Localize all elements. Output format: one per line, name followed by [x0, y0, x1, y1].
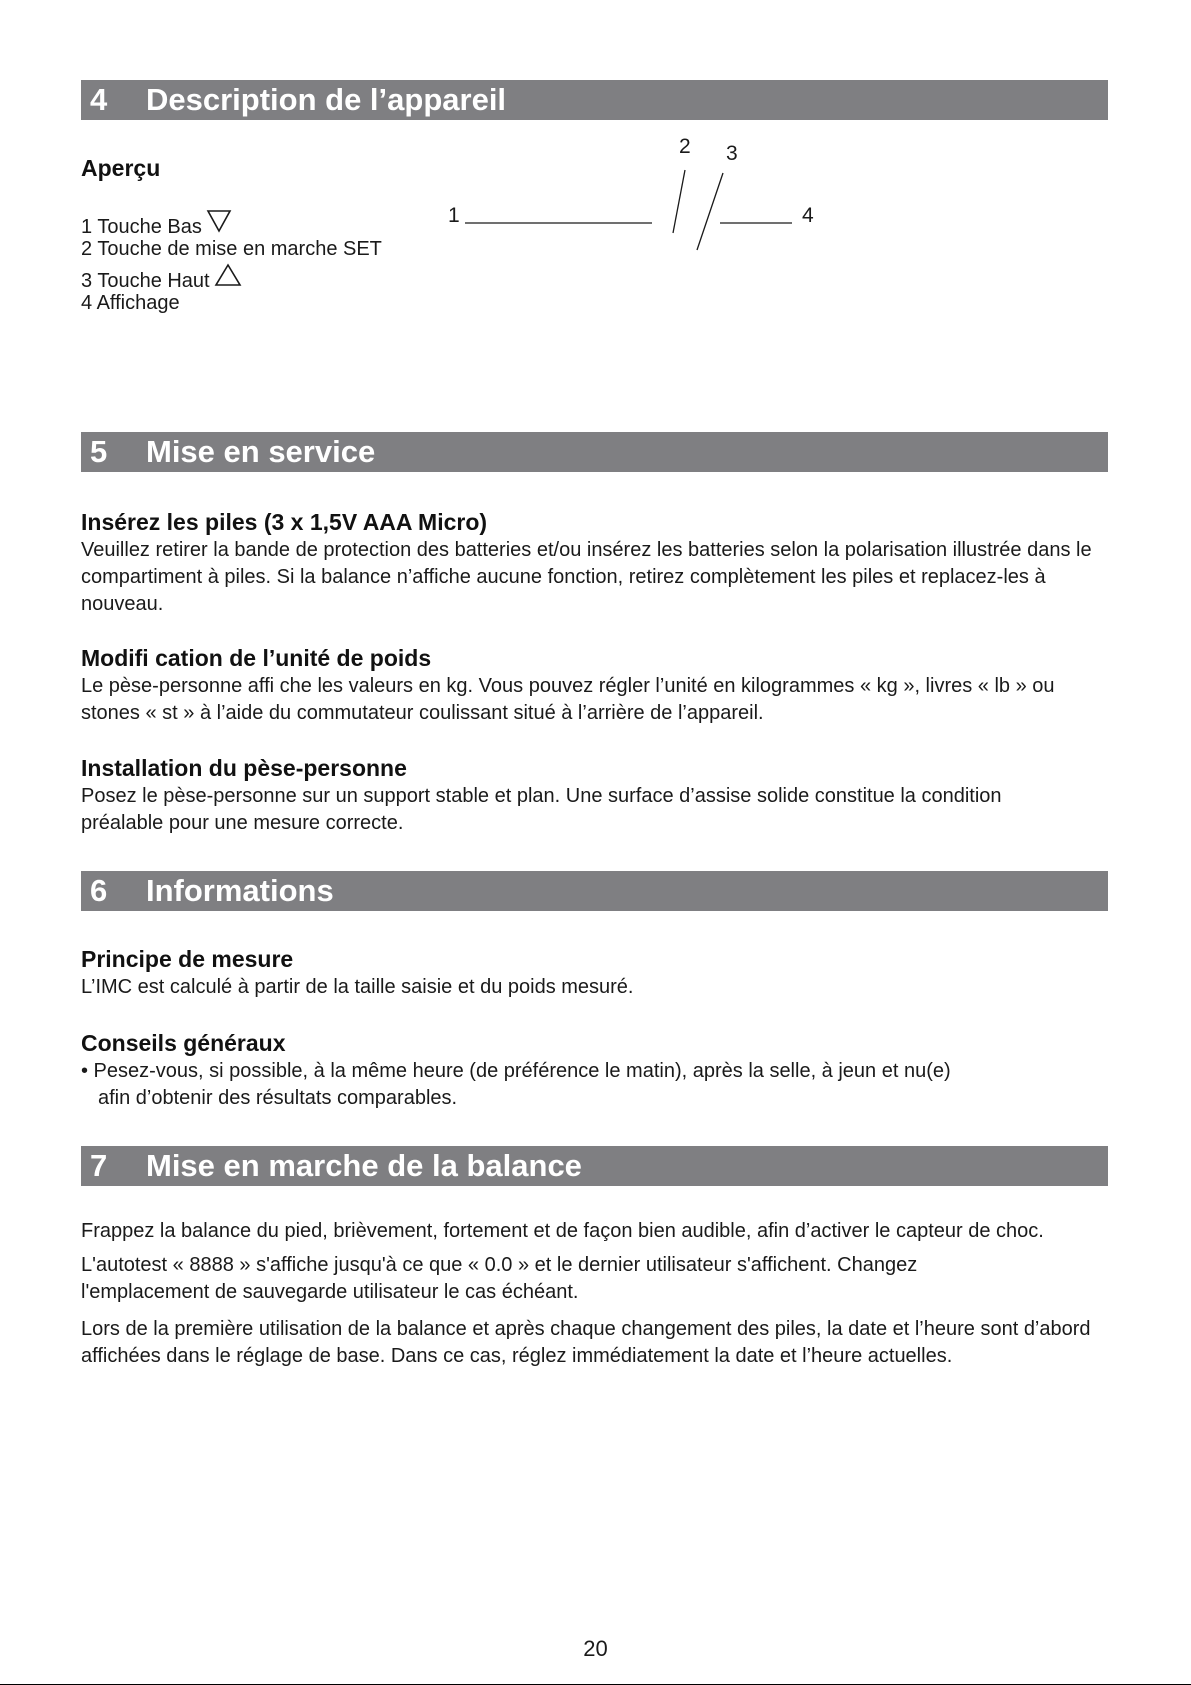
diagram-label-3: 3: [726, 142, 738, 165]
device-diagram: [430, 130, 830, 270]
unite-heading: Modifi cation de l’unité de poids: [81, 645, 432, 671]
apercu-item-label: 4 Affichage: [81, 292, 180, 314]
section-7-header: [81, 1146, 1108, 1186]
apercu-heading: Aperçu: [81, 155, 161, 181]
section-title: Mise en service: [146, 434, 376, 469]
mise-en-marche-p3: Lors de la première utilisation de la balance et après chaque changement des piles, la date et l’heure sont d’abord affichées dans le réglage de base. Dans ce cas, réglez immédiatement la date et l’heure actuelles.: [81, 1318, 1091, 1367]
mise-en-marche-p2: L'autotest « 8888 » s'affiche jusqu'à ce que « 0.0 » et le dernier utilisateur s'affichent. Changez l'emplacement de sauvegarde utilisateur le cas échéant.: [81, 1254, 918, 1303]
unite-text: Le pèse-personne affi che les valeurs en kg. Vous pouvez régler l’unité en kilogrammes « kg », livres « lb » ou stones « st » à l’aide du commutateur coulissant situé à l’arrière de l’appareil.: [81, 675, 1055, 724]
installation-heading: Installation du pèse-personne: [81, 755, 407, 781]
apercu-item-2: [81, 236, 382, 263]
diagram-label-4: 4: [802, 204, 814, 227]
diagram-label-1: 1: [448, 204, 460, 227]
section-4-header: [81, 80, 1108, 120]
principe-text: L’IMC est calculé à partir de la taille saisie et du poids mesuré.: [81, 976, 634, 998]
conseils-bullet-line-1: • Pesez-vous, si possible, à la même heure (de préférence le matin), après la selle, à jeun et nu(e): [81, 1060, 951, 1082]
conseils-bullet-line-2: afin d’obtenir des résultats comparables.: [98, 1087, 458, 1109]
section-number: 7: [90, 1148, 108, 1183]
section-number: 4: [90, 82, 108, 117]
up-triangle-icon: [214, 263, 242, 287]
section-title: Mise en marche de la balance: [146, 1148, 582, 1183]
piles-text: Veuillez retirer la bande de protection des batteries et/ou insérez les batteries selon la polarisation illustrée dans le compartiment à piles. Si la balance n’affiche aucune fonction, retirez complètement les piles et replacez-les à nouveau.: [81, 539, 1092, 615]
section-5-header: [81, 432, 1108, 472]
section-title: Description de l’appareil: [146, 82, 507, 117]
section-number: 5: [90, 434, 108, 469]
installation-text: Posez le pèse-personne sur un support stable et plan. Une surface d’assise solide constitue la condition préalable pour une mesure correcte.: [81, 785, 1002, 834]
section-6-header: [81, 871, 1108, 911]
principe-heading: Principe de mesure: [81, 946, 294, 972]
section-number: 6: [90, 873, 108, 908]
apercu-item-label: 1 Touche Bas: [81, 216, 202, 238]
diagram-leader-3: [697, 173, 723, 250]
apercu-item-label: 3 Touche Haut: [81, 270, 210, 292]
diagram-leader-2: [673, 170, 685, 233]
diagram-label-2: 2: [679, 135, 691, 158]
page-number: 20: [583, 1636, 608, 1661]
apercu-item-4: [81, 290, 180, 317]
conseils-heading: Conseils généraux: [81, 1030, 286, 1056]
piles-heading: Insérez les piles (3 x 1,5V AAA Micro): [81, 509, 488, 535]
apercu-item-label: 2 Touche de mise en marche SET: [81, 238, 382, 260]
down-triangle-icon: [206, 209, 232, 233]
section-title: Informations: [146, 873, 334, 908]
mise-en-marche-p1: Frappez la balance du pied, brièvement, fortement et de façon bien audible, afin d’activer le capteur de choc.: [81, 1220, 1044, 1242]
